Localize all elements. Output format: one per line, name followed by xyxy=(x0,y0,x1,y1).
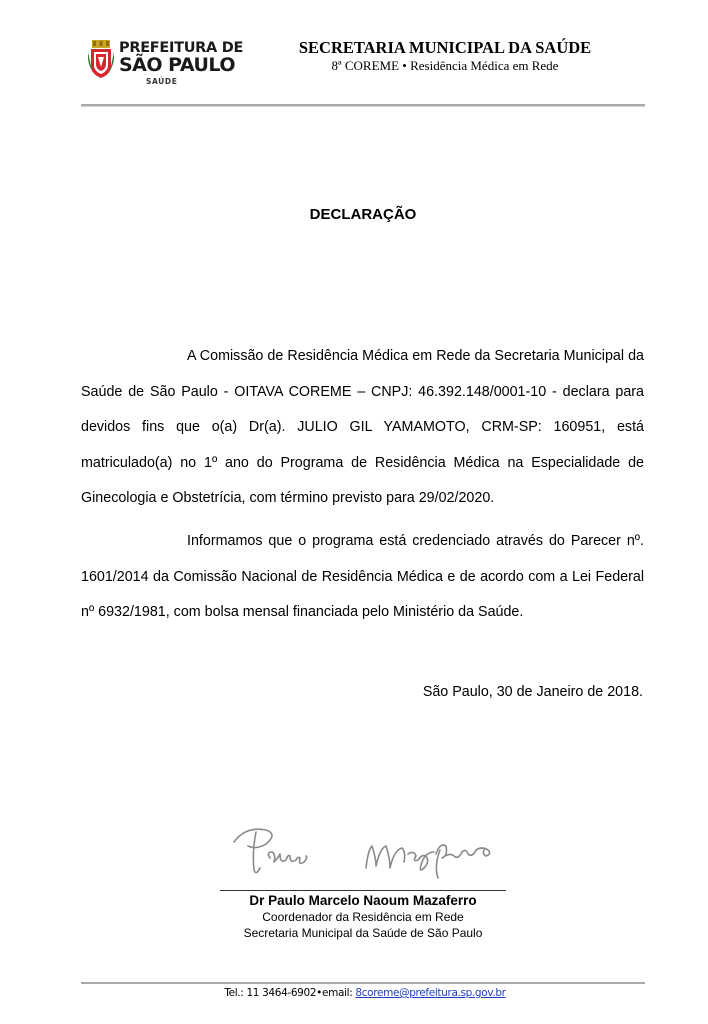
footer-divider xyxy=(81,982,645,984)
header-divider xyxy=(81,104,645,107)
footer-contact xyxy=(200,987,530,999)
signatory-role: Coordenador da Residência em Rede xyxy=(262,910,464,924)
signatory-name: Dr Paulo Marcelo Naoum Mazaferro xyxy=(249,893,477,908)
header-title: SECRETARIA MUNICIPAL DA SAÚDE xyxy=(298,38,592,57)
paragraph-text: A Comissão de Residência Médica em Rede da Secretaria Municipal da Saúde de São Paulo - OITAVA COREME – CNPJ: 46.392.148/0001-10 - declara para devidos fins que o(a) Dr(a). JULIO GIL YAMAMOTO, CRM-SP: 160951, está matriculado(a) no 1º ano do Programa de Residência Médica na Especialidade de Ginecologia e Obstetrícia, com término previsto para 29/02/2020. xyxy=(81,348,644,506)
logo-line-prefeitura: PREFEITURA DE xyxy=(119,40,244,56)
footer-email-link[interactable]: 8coreme@prefeitura.sp.gov.br xyxy=(355,987,506,999)
logo-line-sao-paulo: SÃO PAULO xyxy=(119,54,235,76)
handwritten-signature xyxy=(226,822,506,882)
prefeitura-logo xyxy=(88,36,244,88)
header-subtitle: 8ª COREME • Residência Médica em Rede xyxy=(331,58,559,73)
footer-phone: Tel.: 11 3464-6902•email: xyxy=(224,987,356,999)
paragraph-text: Informamos que o programa está credenciado através do Parecer nº. 1601/2014 da Comissão Nacional de Residência Médica e de acordo com a Lei Federal nº 6932/1981, com bolsa mensal financiada pelo Ministério da Saúde. xyxy=(81,533,644,620)
signatory-organization: Secretaria Municipal da Saúde de São Paulo xyxy=(243,926,483,940)
signature-line xyxy=(220,890,506,891)
document-title: DECLARAÇÃO xyxy=(309,206,417,223)
sao-paulo-coat-of-arms-icon xyxy=(88,40,114,80)
declaration-paragraph xyxy=(81,339,644,517)
date-line: São Paulo, 30 de Janeiro de 2018. xyxy=(422,684,643,700)
logo-line-saude: SAÚDE xyxy=(146,77,178,86)
accreditation-paragraph xyxy=(81,524,644,631)
